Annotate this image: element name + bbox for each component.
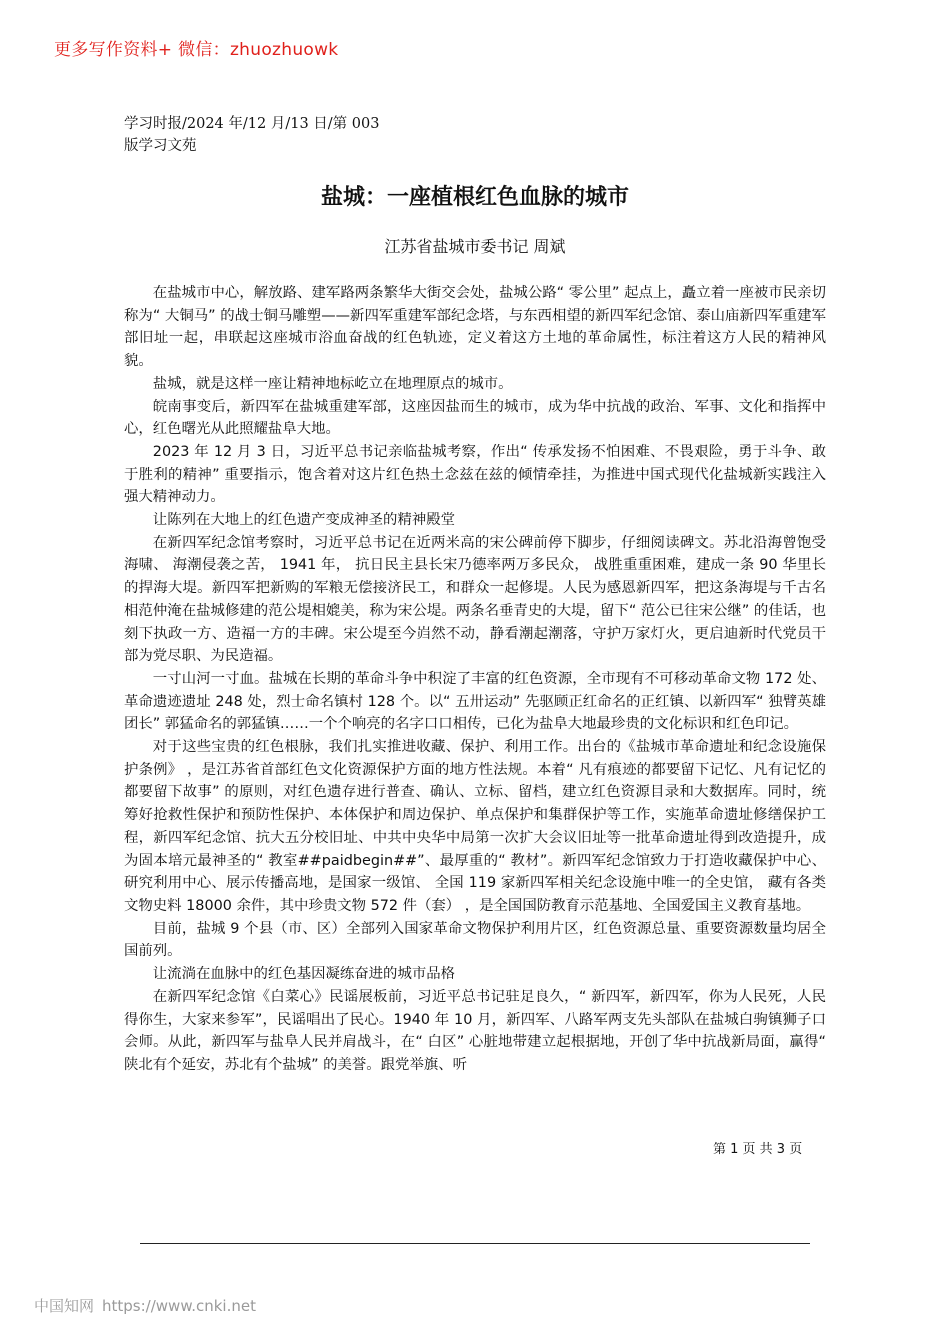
- footer-divider: [140, 1243, 810, 1244]
- paragraph: 皖南事变后，新四军在盐城重建军部，这座因盐而生的城市，成为华中抗战的政治、军事、文化和指挥中心，红色曙光从此照耀盐阜大地。: [124, 398, 826, 438]
- paragraph: 一寸山河一寸血。盐城在长期的革命斗争中积淀了丰富的红色资源，全市现有不可移动革命文物 172 处、革命遗迹遗址 248 处，烈士命名镇村 128 个。以“ 五卅运动” 先驱顾正红命名的正红镇、以新四军“ 独臂英雄团长” 郭猛命名的郭猛镇……一个个响亮的名字口口相传，已化为盐阜大地最珍贵的文化标识和红色印记。: [124, 670, 826, 733]
- page-indicator: 第 1 页 共 3 页: [713, 1142, 803, 1157]
- section-heading: 让陈列在大地上的红色遗产变成神圣的精神殿堂: [152, 512, 456, 529]
- paragraph: 2023 年 12 月 3 日，习近平总书记亲临盐城考察，作出“ 传承发扬不怕困难、不畏艰险，勇于斗争、敢于胜利的精神” 重要指示，饱含着对这片红色热土念兹在兹的倾情牵挂，为推进中国式现代化盐城新实践注入强大精神动力。: [124, 443, 826, 506]
- article-author: 江苏省盐城市委书记 周斌: [384, 237, 566, 256]
- paragraph: 在新四军纪念馆《白菜心》民谣展板前，习近平总书记驻足良久，“ 新四军，新四军，你为人民死，人民得你生，大家来参军”，民谣唱出了民心。1940 年 10 月，新四军、八路军两支先头部队在盐城白驹镇狮子口会师。从此，新四军与盐阜人民并肩战斗，在“ 白区” 心脏地带建立起根据地，开创了华中抗战新局面，赢得“ 陕北有个延安，苏北有个盐城” 的美誉。跟党举旗、听: [124, 988, 826, 1073]
- site-name: 中国知网: [34, 1297, 95, 1315]
- paragraph: 盐城，就是这样一座让精神地标屹立在地理原点的城市。: [152, 375, 513, 392]
- paragraph: 目前，盐城 9 个县（市、区）全部列入国家革命文物保护利用片区，红色资源总量、重要资源数量均居全国前列。: [124, 920, 826, 960]
- promo-banner[interactable]: 更多写作资料+ 微信：zhuozhuowk: [54, 40, 339, 60]
- paragraph: 在新四军纪念馆考察时，习近平总书记在近两米高的宋公碑前停下脚步，仔细阅读碑文。苏北沿海曾饱受海啸、 海潮侵袭之苦， 1941 年， 抗日民主县长宋乃德率两万多民众， 战胜重重困难，建成一条 90 华里长的捍海大堤。新四军把新购的军粮无偿接济民工，和群众一起修堤。人民为感恩新四军，把这条海堤与千古名相范仲淹在盐城修建的范公堤相媲美，称为宋公堤。两条名垂青史的大堤，留下“ 范公已往宋公继” 的佳话，也刻下执政一方、造福一方的丰碑。宋公堤至今岿然不动，静看潮起潮落，守护万家灯火，更启迪新时代党员干部为党尽职、为民造福。: [124, 534, 826, 665]
- article-title: 盐城：一座植根红色血脉的城市: [320, 185, 629, 210]
- footer-watermark: [34, 1295, 256, 1316]
- section-heading: 让流淌在血脉中的红色基因凝练奋进的城市品格: [152, 966, 456, 983]
- article-body: [124, 282, 826, 1077]
- paragraph: 在盐城市中心，解放路、建军路两条繁华大街交会处，盐城公路“ 零公里” 起点上，矗立着一座被市民亲切称为“ 大铜马” 的战士铜马雕塑——新四军重建军部纪念塔，与东西相望的新四军纪念馆、泰山庙新四军重建军部旧址一起，串联起这座城市浴血奋战的红色轨迹，定义着这方土地的革命属性，标注着这方人民的精神风貌。: [124, 285, 826, 370]
- paragraph: 对于这些宝贵的红色根脉，我们扎实推进收藏、保护、利用工作。出台的《盐城市革命遗址和纪念设施保护条例》 ，是江苏省首部红色文化资源保护方面的地方性法规。本着“ 凡有痕迹的都要留下记忆、凡有记忆的都要留下故事” 的原则，对红色遗存进行普查、确认、立标、留档，建立红色资源目录和大数据库。同时，统筹好抢救性保护和预防性保护、本体保护和周边保护、单点保护和集群保护等工作，实施革命遗址修缮保护工程，新四军纪念馆、抗大五分校旧址、中共中央华中局第一次扩大会议旧址等一批革命遗址得到改造提升，成为固本培元最神圣的“ 教室##paidbegin##”、最厚重的“ 教材”。新四军纪念馆致力于打造收藏保护中心、研究利用中心、展示传播高地，是国家一级馆、 全国 119 家新四军相关纪念设施中唯一的全史馆， 藏有各类文物史料 18000 余件，其中珍贵文物 572 件（套） ，是全国国防教育示范基地、全国爱国主义教育基地。: [124, 739, 826, 914]
- source-meta: [124, 113, 379, 157]
- source-line-2: 版学习文苑: [124, 138, 197, 154]
- site-url[interactable]: https://www.cnki.net: [102, 1297, 256, 1315]
- source-line-1: 学习时报/2024 年/12 月/13 日/第 003: [124, 116, 380, 132]
